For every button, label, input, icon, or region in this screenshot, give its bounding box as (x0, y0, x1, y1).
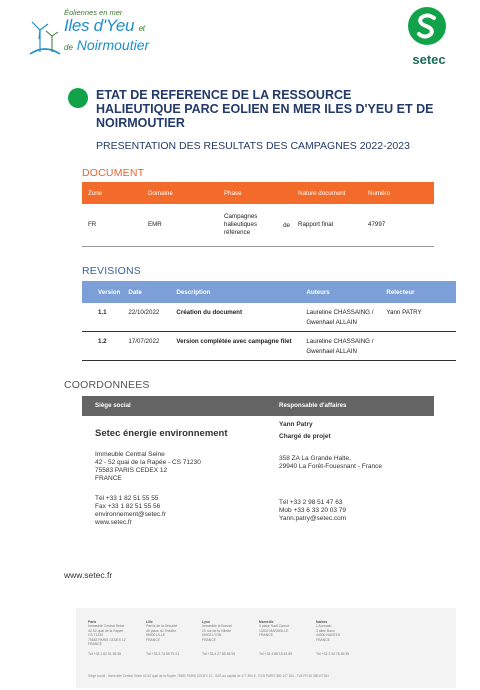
cell-zone: FR (82, 204, 142, 246)
eoliennes-logo (28, 6, 160, 58)
office-nantes: Nantes L'Aurorain 3 allée Baco 44000 NANTES FRANCE Tél +33 2 44 76 69 39 (316, 620, 350, 656)
company-address: Immeuble Central Seine 42 - 52 quai de la Rapée - CS 71230 75583 PARIS CEDEX 12 FRANCE (95, 451, 201, 482)
cell-relecteur (382, 332, 456, 361)
logo-text-line3: de Noirmoutier (64, 37, 150, 53)
office-lyon: Lyon Immeuble le Bonnel 20 rue de la Villette 69003 LYON FRANCE Tél +33 4 27 85 48 59 (202, 620, 236, 656)
coordinates-section-heading: COORDONNEES (64, 379, 150, 391)
setec-wordmark: setec (412, 52, 446, 67)
wind-turbine-icon (28, 14, 62, 58)
cell-auteurs: Laureline CHASSAING / Gwenhael ALLAIN (302, 332, 382, 361)
document-subtitle: PRESENTATION DES RESULTATS DES CAMPAGNES 2022-2023 (96, 140, 410, 152)
manager-email-link[interactable]: Yann.patry@setec.com (279, 515, 347, 522)
col-relecteur: Relecteur (382, 281, 456, 303)
manager-address: 358 ZA La Grande Halte, 29940 La Forêt-Fouesnant - France (279, 455, 382, 470)
col-auteurs: Auteurs (302, 281, 382, 303)
document-table (82, 182, 434, 247)
document-title: ETAT DE REFERENCE DE LA RESSOURCE HALIEUTIQUE PARC EOLIEN EN MER ILES D'YEU ET DE NOIRMOUTIER (96, 88, 434, 130)
cell-description: Version complétée avec campagne filet (172, 332, 302, 361)
manager-role: Chargé de projet (279, 433, 331, 440)
col-zone: Zone (82, 182, 142, 204)
table-row (82, 204, 434, 246)
manager-contacts: Tél +33 2 98 51 47 63 Mob +33 6 33 20 03 79 Yann.patry@setec.com (279, 499, 347, 522)
company-email-link[interactable]: environnement@setec.fr (95, 511, 166, 518)
cell-nature: Rapport final (292, 204, 362, 246)
revisions-section-heading: REVISIONS (82, 265, 141, 277)
company-name: Setec énergie environnement (95, 428, 228, 439)
col-numero: Numéro (362, 182, 434, 204)
office-paris: Paris Immeuble Central Seine 42-52 quai de la Rapée CS 71230 75583 PARIS CEDEX 12 FRANCE Tél +33 1 82 51 55 55 (88, 620, 126, 656)
document-section-heading: DOCUMENT (82, 167, 145, 179)
revisions-table (82, 281, 456, 361)
footer-legal-text: Siège social : Immeuble Central Seine 42-52 quai de la Rapée 75583 PARIS CEDEX 12 - SAS au capital de 177 800 € - RCS PARIS 380 107 364 - TVA FR 56 380107364 (88, 674, 329, 678)
cell-domaine: EMR (142, 204, 218, 246)
office-lille: Lille Parvis de la Sécurité 40 place du Théâtre 59000 LILLE FRANCE Tél +33 3 74 89 79 21 (146, 620, 180, 656)
col-description: Description (172, 281, 302, 303)
col-phase: Phase (218, 182, 292, 204)
title-bullet-icon (68, 88, 88, 108)
setec-s-icon (407, 6, 447, 46)
page-footer (76, 608, 456, 688)
setec-logo (401, 6, 457, 68)
cell-version: 1.2 (94, 332, 124, 361)
cell-version: 1.1 (94, 303, 124, 332)
cell-date: 17/07/2022 (124, 332, 172, 361)
col-date: Date (124, 281, 172, 303)
coordinates-header-bar (82, 396, 434, 416)
company-website-link[interactable]: www.setec.fr (95, 519, 132, 526)
manager-name: Yann Patry (279, 421, 313, 428)
col-version: Version (94, 281, 124, 303)
company-contacts: Tél +33 1 82 51 55 55 Fax +33 1 82 51 55 56 environnement@setec.fr www.setec.fr (95, 495, 166, 526)
col-siege-social: Siège social (95, 402, 131, 409)
cell-numero: 47997 (362, 204, 434, 246)
cell-phase: Campagnes halieutiques référence de (218, 204, 292, 246)
cell-description: Création du document (172, 303, 302, 332)
table-row (82, 332, 456, 361)
col-nature: Nature document (292, 182, 362, 204)
cell-relecteur: Yann PATRY (382, 303, 456, 332)
office-marseille: Marseille 4 place Sadi Carnot 13002 MARSEILLE FRANCE Tél +33 4 86 15 61 89 (259, 620, 293, 656)
col-domaine: Domaine (142, 182, 218, 204)
logo-text-line1: Éoliennes en mer (64, 8, 123, 17)
logo-text-line2: Iles d'Yeu et (64, 16, 145, 35)
cell-auteurs: Laureline CHASSAING / Gwenhael ALLAIN (302, 303, 382, 332)
cell-date: 22/10/2022 (124, 303, 172, 332)
website-link[interactable]: www.setec.fr (64, 570, 113, 580)
col-responsable: Responsable d'affaires (279, 402, 347, 409)
table-row (82, 303, 456, 332)
